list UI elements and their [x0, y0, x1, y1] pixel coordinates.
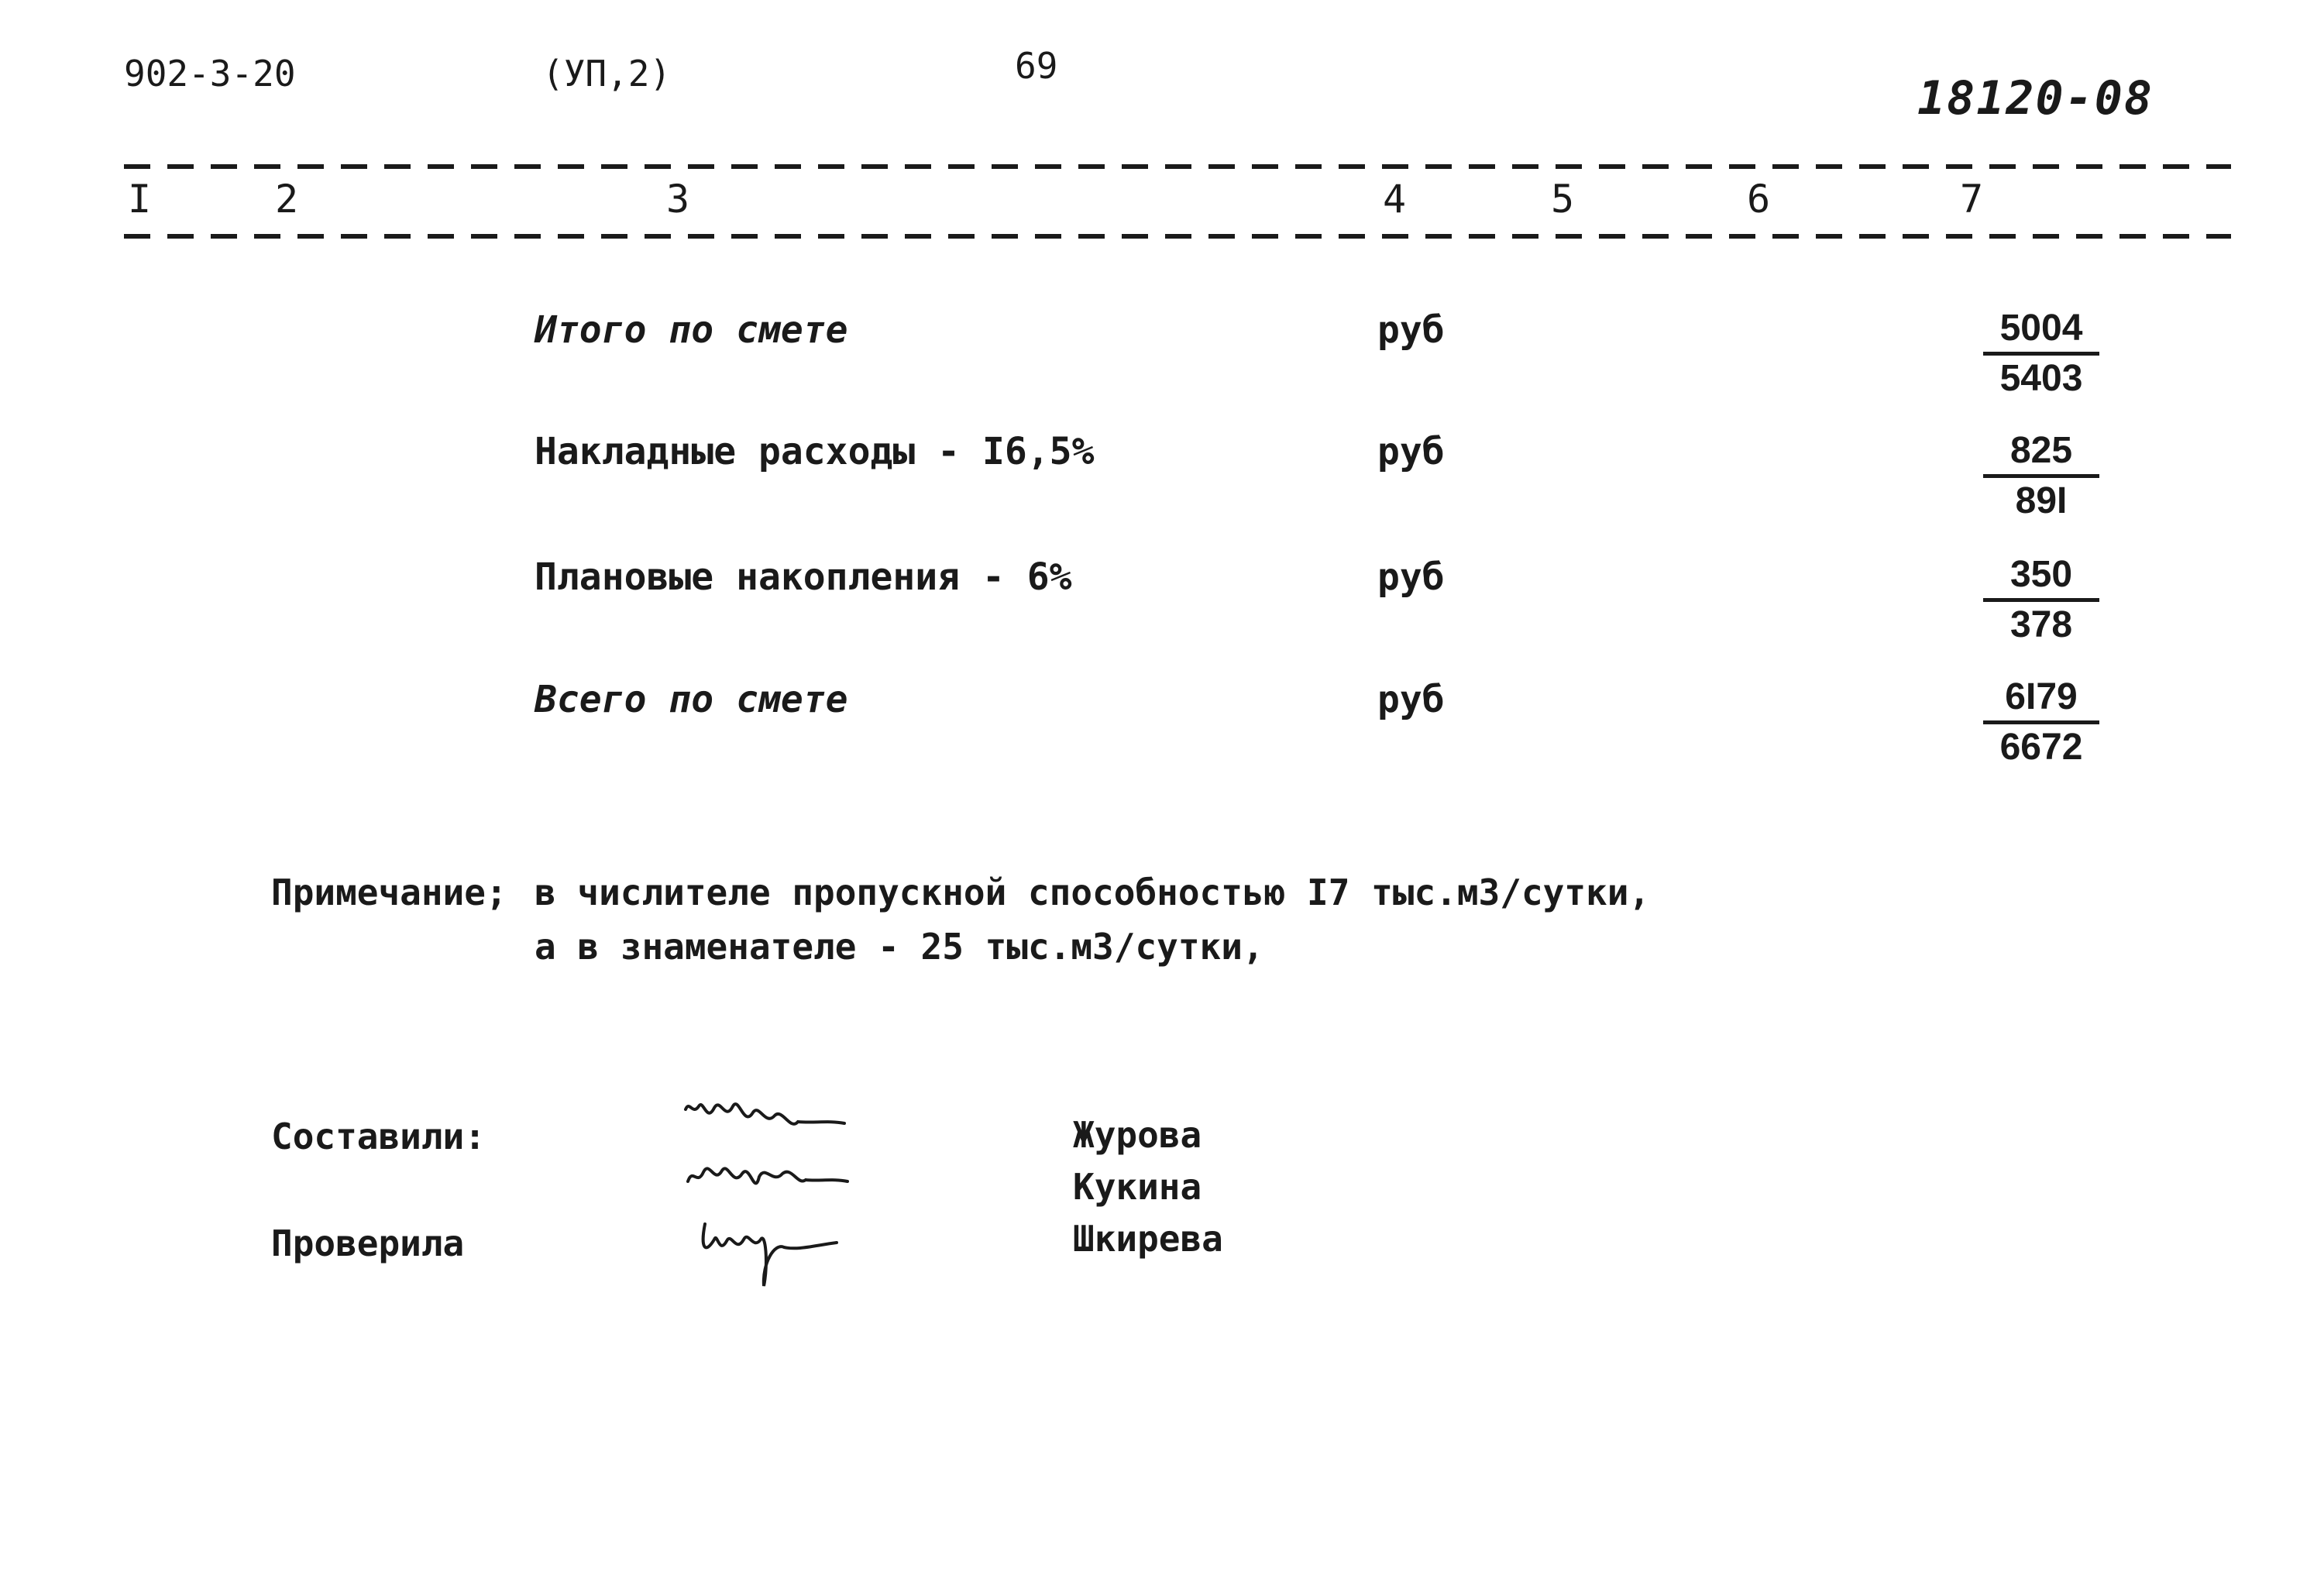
row-value-overhead — [1983, 432, 2099, 520]
row-value-total — [1983, 310, 2099, 397]
row-value-grand-total-numerator: 6I79 — [1983, 679, 2099, 724]
signature-1 — [682, 1092, 852, 1147]
note-line-2: а в знаменателе - 25 тыс.м3/сутки, — [535, 926, 1264, 968]
row-value-grand-total-denominator: 6672 — [1999, 727, 2083, 768]
row-unit-overhead: руб — [1377, 430, 1445, 473]
project-code: 902-3-20 — [124, 53, 296, 95]
signature-2 — [682, 1150, 852, 1205]
row-value-overhead-numerator: 825 — [1983, 432, 2099, 478]
compiled-by-label: Составили: — [271, 1116, 486, 1157]
note-line-1: в числителе пропускной способностью I7 тыс.м3/сутки, — [535, 872, 1651, 913]
column-header-6: 6 — [1747, 177, 1771, 222]
column-header-2: 2 — [275, 177, 299, 222]
signer-name-3: Шкирева — [1073, 1218, 1223, 1260]
column-header-1: I — [128, 177, 152, 222]
column-header-4: 4 — [1383, 177, 1407, 222]
signature-3 — [697, 1209, 852, 1294]
checked-by-label: Проверила — [271, 1222, 465, 1264]
row-value-total-numerator: 5004 — [1983, 310, 2099, 356]
note-label: Примечание; — [271, 872, 507, 913]
row-label-total: Итого по смете — [535, 308, 848, 352]
row-value-overhead-denominator: 89I — [2015, 480, 2068, 521]
column-header-7: 7 — [1960, 177, 1984, 222]
column-header-3: 3 — [666, 177, 690, 222]
row-value-planned-savings-numerator: 350 — [1983, 556, 2099, 602]
row-label-overhead: Накладные расходы - I6,5% — [535, 430, 1095, 473]
row-value-total-denominator: 5403 — [1999, 358, 2083, 399]
document-number: 18120-08 — [1917, 71, 2154, 126]
row-value-grand-total — [1983, 676, 2099, 768]
series-label: (УП,2) — [542, 53, 672, 95]
row-unit-grand-total: руб — [1377, 678, 1445, 721]
signer-name-2: Кукина — [1073, 1166, 1202, 1208]
row-unit-planned-savings: руб — [1377, 555, 1445, 599]
row-unit-total: руб — [1377, 308, 1445, 352]
row-label-grand-total: Всего по смете — [535, 678, 848, 721]
table-top-rule — [124, 164, 2231, 169]
row-label-planned-savings: Плановые накопления - 6% — [535, 555, 1072, 599]
table-header-rule — [124, 234, 2231, 239]
row-value-planned-savings — [1983, 556, 2099, 644]
row-value-planned-savings-denominator: 378 — [2009, 604, 2073, 645]
signer-name-1: Журова — [1073, 1114, 1202, 1156]
page-number: 69 — [1015, 45, 1058, 87]
column-header-5: 5 — [1551, 177, 1575, 222]
